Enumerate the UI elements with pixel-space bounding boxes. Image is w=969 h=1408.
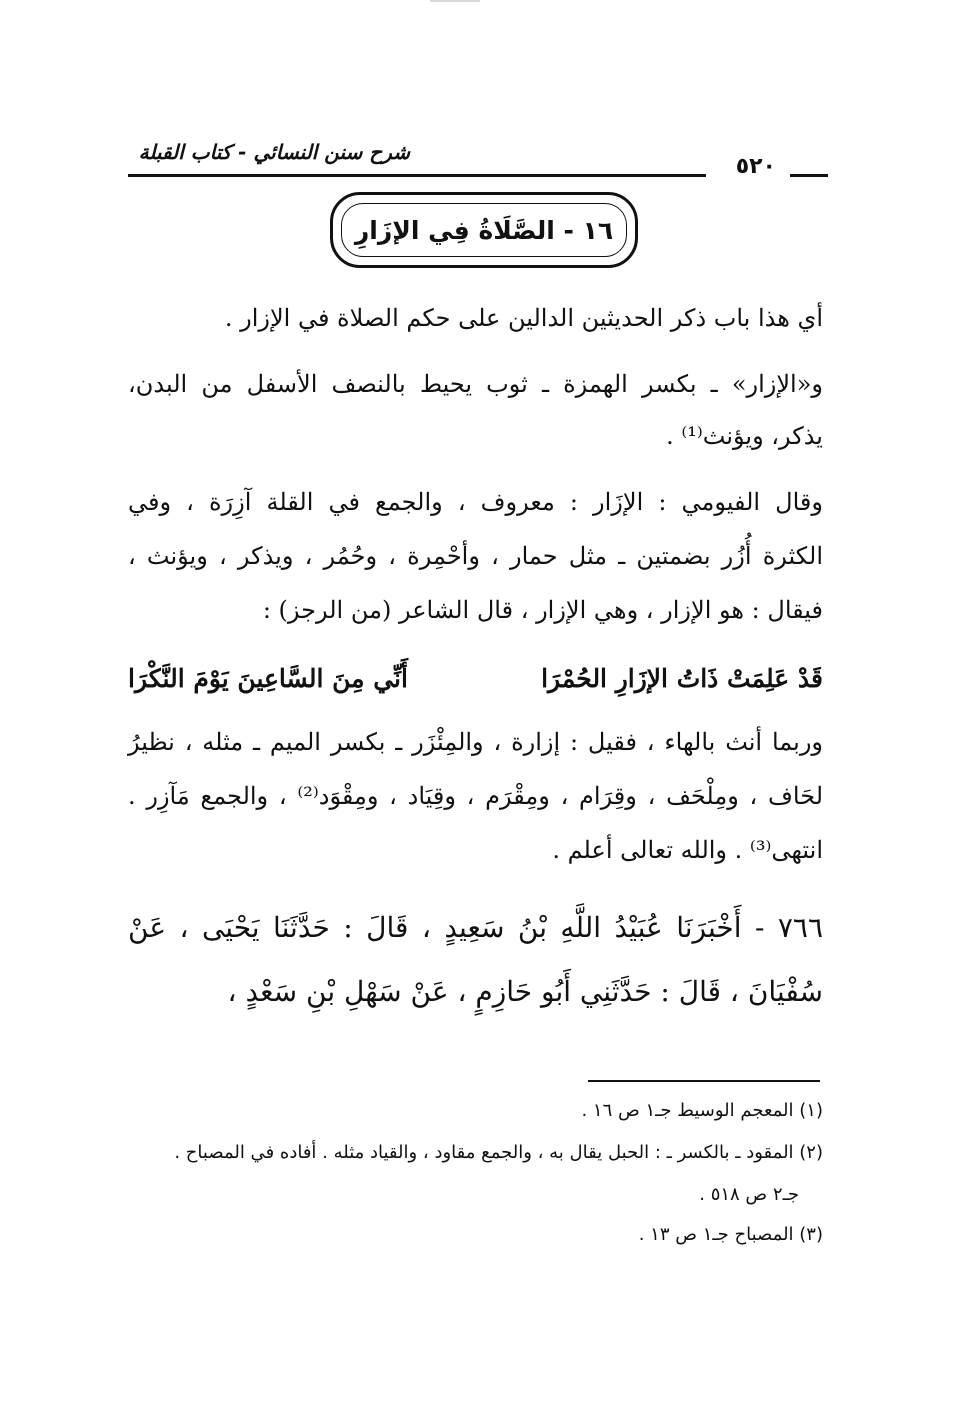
verse-first-hemistich: قَدْ عَلِمَتْ ذَاتُ الإزَارِ الحُمْرَا: [541, 664, 823, 693]
book-title: شرح سنن النسائي - كتاب القبلة: [138, 140, 410, 164]
body-line-5: الكثرة أُزُر بضمتين ـ مثل حمار ، وأحْمِرة ، وحُمُر ، ويذكر ، ويؤنث ،: [128, 542, 823, 570]
body-line-4: وقال الفيومي : الإزَار : معروف ، والجمع في القلة آزِرَة ، وفي: [128, 488, 823, 516]
hadith-line-2: سُفْيَانَ ، قَالَ : حَدَّثَنِي أَبُو حَازِمٍ ، عَنْ سَهْلِ بْنِ سَعْدٍ ،: [227, 975, 823, 1008]
body-line-6: فيقال : هو الإزار ، وهي الإزار ، قال الشاعر (من الرجز) :: [262, 596, 823, 624]
body-line-8: لحَاف ، ومِلْحَف ، وقِرَام ، ومِقْرَم ، وقِيَاد ، ومِقْوَد⁽²⁾ ، والجمع مَآزِر .: [128, 782, 824, 810]
body-line-2: و«الإزار» ـ بكسر الهمزة ـ ثوب يحيط بالنصف الأسفل من البدن،: [128, 370, 823, 398]
hadith-line-1: ٧٦٦ - أَخْبَرَنَا عُبَيْدُ اللَّهِ بْنُ سَعِيدٍ ، قَالَ : حَدَّثَنَا يَحْيَى ، عَنْ: [128, 911, 823, 944]
header-rule: [128, 174, 706, 177]
header-rule-short: [790, 174, 828, 177]
body-line-3: يذكر، ويؤنث⁽¹⁾ .: [666, 422, 823, 450]
scan-artifact: [430, 0, 480, 2]
body-line-1: أي هذا باب ذكر الحديثين الدالين على حكم الصلاة في الإزار .: [224, 304, 823, 332]
chapter-heading-frame: [330, 192, 638, 268]
footnote-1: (١) المعجم الوسيط جـ١ ص ١٦ .: [581, 1100, 823, 1121]
page-number: ٥٢٠: [735, 154, 776, 179]
chapter-heading-inner-frame: [341, 203, 627, 257]
footnote-separator: [588, 1080, 820, 1082]
running-header: [128, 140, 828, 190]
footnote-2-continuation: جـ٢ ص ٥١٨ .: [699, 1184, 799, 1205]
body-line-9: انتهى⁽³⁾ . والله تعالى أعلم .: [552, 836, 823, 864]
verse-second-hemistich: أَنِّي مِنَ السَّاعِينَ يَوْمَ النَّكْرَا: [128, 664, 408, 693]
body-line-7: وربما أنث بالهاء ، فقيل : إزارة ، والمِئْزَر ـ بكسر الميم ـ مثله ، نظيرُ: [128, 728, 823, 756]
footnote-2: (٢) المقود ـ بالكسر ـ : الحبل يقال به ، والجمع مقاود ، والقياد مثله . أفاده في المصباح .: [174, 1142, 823, 1163]
chapter-heading: ١٦ - الصَّلَاةُ فِي الإزَارِ: [354, 215, 614, 245]
footnote-3: (٣) المصباح جـ١ ص ١٣ .: [638, 1224, 823, 1245]
